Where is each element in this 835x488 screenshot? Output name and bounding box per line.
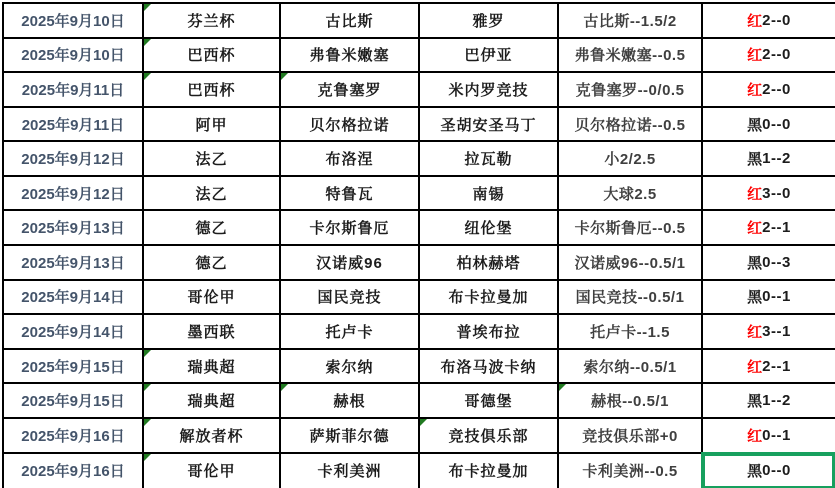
away-team-name: 南锡 xyxy=(472,185,505,203)
cell-result[interactable] xyxy=(703,350,835,385)
handicap-line: 小2/2.5 xyxy=(604,151,656,169)
result-outcome-flag: 黑 xyxy=(747,151,763,169)
result-outcome-flag: 红 xyxy=(747,220,763,238)
away-team-name: 哥德堡 xyxy=(464,393,513,411)
result-score: 0--3 xyxy=(762,253,791,271)
cell-date[interactable] xyxy=(4,315,144,350)
result-outcome-flag: 红 xyxy=(747,427,763,445)
cell-league[interactable] xyxy=(144,73,281,108)
result-score: 0--1 xyxy=(762,426,791,444)
league-name: 德乙 xyxy=(195,220,228,238)
cell-league[interactable] xyxy=(144,384,281,419)
table-row xyxy=(4,142,835,177)
league-name: 法乙 xyxy=(195,185,228,203)
error-indicator-triangle-icon xyxy=(144,39,151,46)
away-team-name: 拉瓦勒 xyxy=(464,151,513,169)
cell-date[interactable] xyxy=(4,211,144,246)
cell-handicap[interactable] xyxy=(559,108,703,143)
cell-result[interactable] xyxy=(703,39,835,74)
table-row xyxy=(4,281,835,316)
cell-home-team[interactable] xyxy=(281,419,420,454)
result-score: 0--1 xyxy=(762,288,791,306)
result-score: 0--0 xyxy=(762,115,791,133)
home-team-name: 古比斯 xyxy=(325,12,374,30)
cell-home-team[interactable] xyxy=(281,454,420,488)
error-indicator-triangle-icon xyxy=(144,384,151,391)
home-team-name: 萨斯菲尔德 xyxy=(309,427,390,445)
home-team-name: 克鲁塞罗 xyxy=(317,81,382,99)
cell-date[interactable] xyxy=(4,384,144,419)
cell-league[interactable] xyxy=(144,281,281,316)
result-score: 2--0 xyxy=(762,11,791,29)
cell-away-team[interactable] xyxy=(420,177,559,212)
error-indicator-triangle-icon xyxy=(420,419,427,426)
match-date: 2025年9月13日 xyxy=(21,220,125,238)
match-date: 2025年9月11日 xyxy=(21,116,125,134)
cell-league[interactable] xyxy=(144,177,281,212)
result-outcome-flag: 红 xyxy=(747,358,763,376)
handicap-line: 托卢卡--1.5 xyxy=(590,323,670,341)
result-outcome-flag: 红 xyxy=(747,323,763,341)
cell-home-team[interactable] xyxy=(281,73,420,108)
cell-handicap[interactable] xyxy=(559,142,703,177)
cell-away-team[interactable] xyxy=(420,73,559,108)
league-name: 瑞典超 xyxy=(187,358,236,376)
error-indicator-triangle-icon xyxy=(144,73,151,80)
cell-handicap[interactable] xyxy=(559,73,703,108)
cell-away-team[interactable] xyxy=(420,350,559,385)
home-team-name: 卡利美洲 xyxy=(317,463,382,481)
handicap-line: 古比斯--1.5/2 xyxy=(583,12,677,30)
cell-date[interactable] xyxy=(4,39,144,74)
cell-away-team[interactable] xyxy=(420,419,559,454)
league-name: 阿甲 xyxy=(195,116,228,134)
cell-result[interactable] xyxy=(703,142,835,177)
away-team-name: 布卡拉曼加 xyxy=(448,289,529,307)
cell-away-team[interactable] xyxy=(420,384,559,419)
cell-result[interactable] xyxy=(703,177,835,212)
cell-handicap[interactable] xyxy=(559,281,703,316)
result-outcome-flag: 红 xyxy=(747,185,763,203)
results-table xyxy=(2,2,835,488)
table-row xyxy=(4,384,835,419)
cell-league[interactable] xyxy=(144,4,281,39)
cell-date[interactable] xyxy=(4,142,144,177)
match-date: 2025年9月14日 xyxy=(21,289,125,307)
match-date: 2025年9月12日 xyxy=(21,185,125,203)
cell-result[interactable] xyxy=(703,73,835,108)
away-team-name: 米内罗竞技 xyxy=(448,81,529,99)
result-score: 2--1 xyxy=(762,357,791,375)
error-indicator-triangle-icon xyxy=(144,419,151,426)
match-date: 2025年9月14日 xyxy=(21,323,125,341)
handicap-line: 卡利美洲--0.5 xyxy=(582,463,678,481)
away-team-name: 普埃布拉 xyxy=(456,323,521,341)
cell-league[interactable] xyxy=(144,108,281,143)
cell-away-team[interactable] xyxy=(420,4,559,39)
cell-result[interactable] xyxy=(703,454,835,488)
home-team-name: 托卢卡 xyxy=(325,323,374,341)
cell-away-team[interactable] xyxy=(420,315,559,350)
cell-league[interactable] xyxy=(144,350,281,385)
league-name: 哥伦甲 xyxy=(187,289,236,307)
cell-result[interactable] xyxy=(703,315,835,350)
handicap-line: 大球2.5 xyxy=(603,185,657,203)
handicap-line: 贝尔格拉诺--0.5 xyxy=(574,116,686,134)
cell-date[interactable] xyxy=(4,4,144,39)
cell-handicap[interactable] xyxy=(559,419,703,454)
home-team-name: 索尔纳 xyxy=(325,358,374,376)
handicap-line: 竞技俱乐部+0 xyxy=(582,427,678,445)
league-name: 瑞典超 xyxy=(187,393,236,411)
cell-away-team[interactable] xyxy=(420,281,559,316)
match-date: 2025年9月10日 xyxy=(21,12,125,30)
cell-away-team[interactable] xyxy=(420,454,559,488)
match-date: 2025年9月16日 xyxy=(21,463,125,481)
league-name: 哥伦甲 xyxy=(187,463,236,481)
league-name: 德乙 xyxy=(195,254,228,272)
result-score: 1--2 xyxy=(762,150,791,168)
handicap-line: 弗鲁米嫩塞--0.5 xyxy=(574,47,686,65)
cell-away-team[interactable] xyxy=(420,108,559,143)
away-team-name: 雅罗 xyxy=(472,12,505,30)
cell-result[interactable] xyxy=(703,246,835,281)
handicap-line: 赫根--0.5/1 xyxy=(591,393,669,411)
away-team-name: 圣胡安圣马丁 xyxy=(440,116,537,134)
table-row xyxy=(4,39,835,74)
result-outcome-flag: 黑 xyxy=(747,289,763,307)
home-team-name: 贝尔格拉诺 xyxy=(309,116,390,134)
table-row xyxy=(4,419,835,454)
home-team-name: 布洛涅 xyxy=(325,151,374,169)
table-row xyxy=(4,350,835,385)
result-outcome-flag: 红 xyxy=(747,81,763,99)
result-outcome-flag: 黑 xyxy=(747,116,763,134)
league-name: 巴西杯 xyxy=(187,81,236,99)
cell-home-team[interactable] xyxy=(281,108,420,143)
cell-handicap[interactable] xyxy=(559,384,703,419)
cell-home-team[interactable] xyxy=(281,177,420,212)
cell-date[interactable] xyxy=(4,73,144,108)
handicap-line: 卡尔斯鲁厄--0.5 xyxy=(574,220,686,238)
cell-league[interactable] xyxy=(144,142,281,177)
cell-league[interactable] xyxy=(144,454,281,488)
table-row xyxy=(4,454,835,488)
cell-home-team[interactable] xyxy=(281,350,420,385)
cell-league[interactable] xyxy=(144,246,281,281)
cell-handicap[interactable] xyxy=(559,211,703,246)
league-name: 解放者杯 xyxy=(179,427,244,445)
result-outcome-flag: 黑 xyxy=(747,463,763,481)
away-team-name: 纽伦堡 xyxy=(464,220,513,238)
home-team-name: 国民竞技 xyxy=(317,289,382,307)
result-outcome-flag: 黑 xyxy=(747,393,763,411)
home-team-name: 卡尔斯鲁厄 xyxy=(309,220,390,238)
cell-date[interactable] xyxy=(4,281,144,316)
league-name: 法乙 xyxy=(195,151,228,169)
home-team-name: 汉诺威96 xyxy=(316,254,383,272)
table-row xyxy=(4,211,835,246)
result-score: 3--1 xyxy=(762,322,791,340)
cell-date[interactable] xyxy=(4,246,144,281)
match-date: 2025年9月10日 xyxy=(21,47,125,65)
home-team-name: 赫根 xyxy=(333,393,366,411)
match-date: 2025年9月16日 xyxy=(21,427,125,445)
cell-date[interactable] xyxy=(4,454,144,488)
cell-away-team[interactable] xyxy=(420,246,559,281)
match-date: 2025年9月11日 xyxy=(21,81,125,99)
cell-away-team[interactable] xyxy=(420,211,559,246)
cell-result[interactable] xyxy=(703,281,835,316)
result-score: 2--0 xyxy=(762,80,791,98)
handicap-line: 汉诺威96--0.5/1 xyxy=(574,254,686,272)
result-score: 0--0 xyxy=(762,462,791,480)
cell-home-team[interactable] xyxy=(281,39,420,74)
result-score: 2--0 xyxy=(762,46,791,64)
cell-date[interactable] xyxy=(4,350,144,385)
cell-home-team[interactable] xyxy=(281,281,420,316)
cell-date[interactable] xyxy=(4,177,144,212)
table-row xyxy=(4,315,835,350)
cell-handicap[interactable] xyxy=(559,39,703,74)
cell-result[interactable] xyxy=(703,419,835,454)
cell-handicap[interactable] xyxy=(559,454,703,488)
cell-league[interactable] xyxy=(144,315,281,350)
cell-home-team[interactable] xyxy=(281,142,420,177)
home-team-name: 特鲁瓦 xyxy=(325,185,374,203)
away-team-name: 布卡拉曼加 xyxy=(448,463,529,481)
table-row xyxy=(4,4,835,39)
table-row xyxy=(4,108,835,143)
cell-handicap[interactable] xyxy=(559,350,703,385)
result-outcome-flag: 红 xyxy=(747,47,763,65)
cell-result[interactable] xyxy=(703,108,835,143)
away-team-name: 巴伊亚 xyxy=(464,47,513,65)
cell-league[interactable] xyxy=(144,419,281,454)
away-team-name: 竞技俱乐部 xyxy=(448,427,529,445)
handicap-line: 国民竞技--0.5/1 xyxy=(575,289,685,307)
table-row xyxy=(4,177,835,212)
result-score: 2--1 xyxy=(762,219,791,237)
cell-home-team[interactable] xyxy=(281,384,420,419)
cell-handicap[interactable] xyxy=(559,4,703,39)
handicap-line: 克鲁塞罗--0/0.5 xyxy=(575,81,685,99)
cell-date[interactable] xyxy=(4,419,144,454)
home-team-name: 弗鲁米嫩塞 xyxy=(309,47,390,65)
cell-league[interactable] xyxy=(144,39,281,74)
error-indicator-triangle-icon xyxy=(281,73,288,80)
error-indicator-triangle-icon xyxy=(144,350,151,357)
league-name: 巴西杯 xyxy=(187,47,236,65)
cell-result[interactable] xyxy=(703,211,835,246)
result-outcome-flag: 黑 xyxy=(747,254,763,272)
cell-handicap[interactable] xyxy=(559,315,703,350)
league-name: 墨西联 xyxy=(187,323,236,341)
cell-handicap[interactable] xyxy=(559,246,703,281)
match-date: 2025年9月15日 xyxy=(21,393,125,411)
match-date: 2025年9月13日 xyxy=(21,254,125,272)
cell-result[interactable] xyxy=(703,4,835,39)
result-score: 1--2 xyxy=(762,392,791,410)
error-indicator-triangle-icon xyxy=(144,4,151,11)
away-team-name: 布洛马波卡纳 xyxy=(440,358,537,376)
cell-home-team[interactable] xyxy=(281,246,420,281)
table-row xyxy=(4,246,835,281)
result-score: 3--0 xyxy=(762,184,791,202)
error-indicator-triangle-icon xyxy=(144,454,151,461)
cell-home-team[interactable] xyxy=(281,315,420,350)
cell-league[interactable] xyxy=(144,211,281,246)
error-indicator-triangle-icon xyxy=(559,384,566,391)
handicap-line: 索尔纳--0.5/1 xyxy=(583,358,677,376)
result-outcome-flag: 红 xyxy=(747,12,763,30)
cell-away-team[interactable] xyxy=(420,39,559,74)
league-name: 芬兰杯 xyxy=(187,12,236,30)
cell-date[interactable] xyxy=(4,108,144,143)
cell-home-team[interactable] xyxy=(281,211,420,246)
cell-away-team[interactable] xyxy=(420,142,559,177)
match-date: 2025年9月15日 xyxy=(21,358,125,376)
error-indicator-triangle-icon xyxy=(281,384,288,391)
table-row xyxy=(4,73,835,108)
cell-home-team[interactable] xyxy=(281,4,420,39)
away-team-name: 柏林赫塔 xyxy=(456,254,521,272)
cell-result[interactable] xyxy=(703,384,835,419)
cell-handicap[interactable] xyxy=(559,177,703,212)
match-date: 2025年9月12日 xyxy=(21,151,125,169)
